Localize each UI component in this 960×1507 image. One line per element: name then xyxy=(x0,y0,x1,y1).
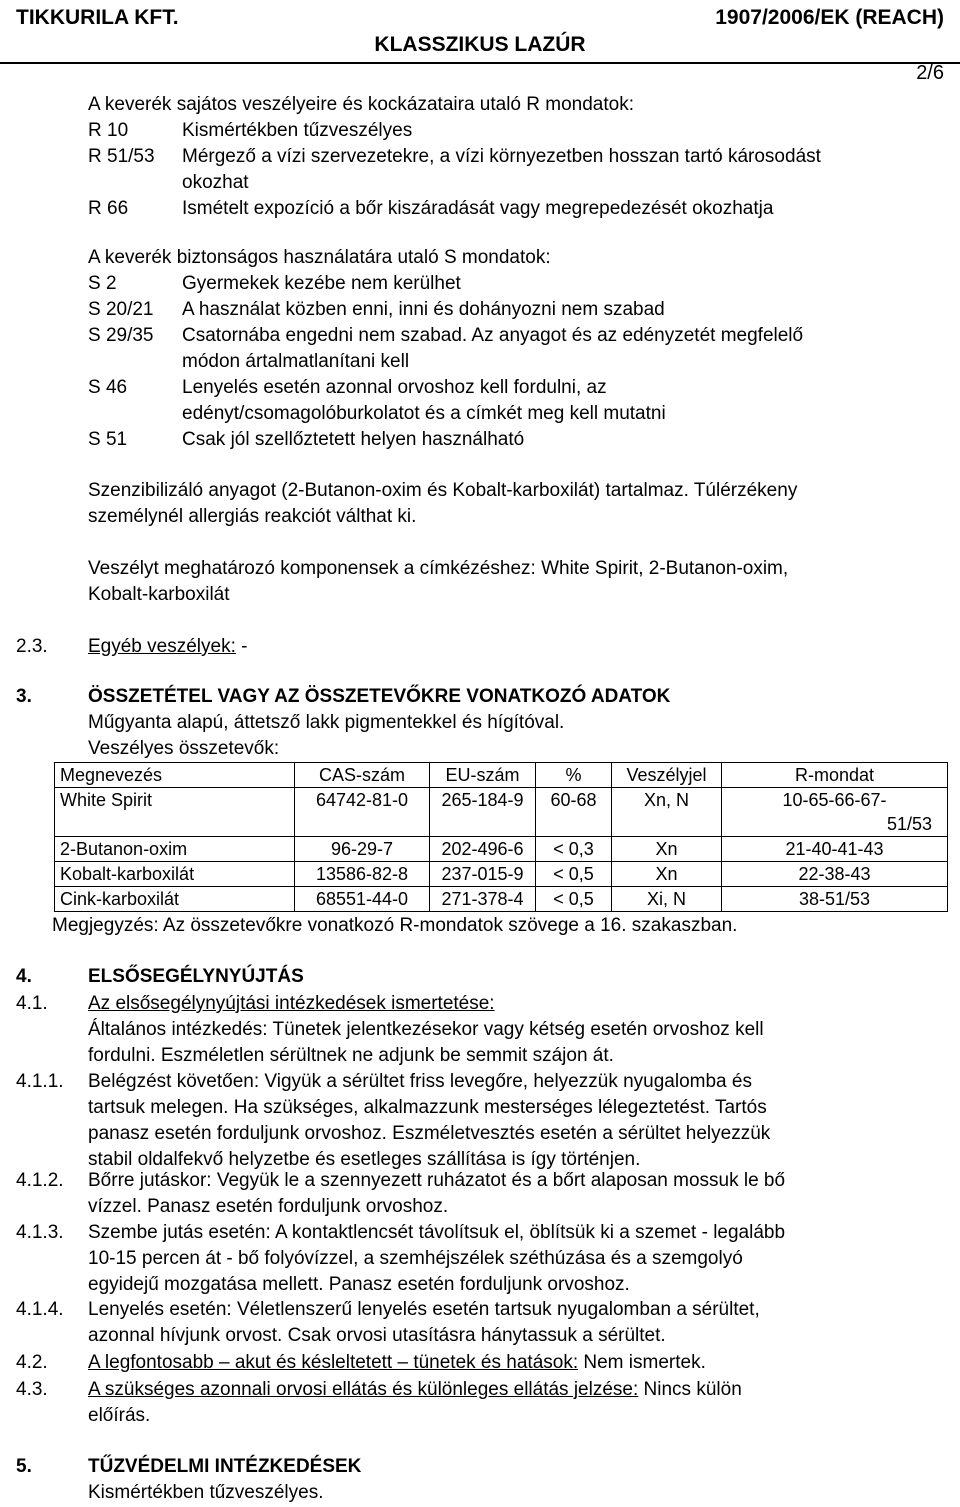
table-cell: 38-51/53 xyxy=(722,887,948,912)
table-cell: Xi, N xyxy=(612,887,722,912)
s-phrase-code: S 51 xyxy=(88,429,128,450)
s-phrase-code: S 20/21 xyxy=(88,299,154,320)
regulation-ref: 1907/2006/EK (REACH) xyxy=(715,6,944,29)
table-cell: Xn, N xyxy=(612,788,722,837)
s-phrase-text: Gyermekek kezébe nem kerülhet xyxy=(182,273,461,294)
first-aid-text: azonnal hívjunk orvost. Csak orvosi utasításra hánytassuk a sérültet. xyxy=(88,1325,666,1346)
first-aid-text: Belégzést követően: Vigyük a sérültet friss levegőre, helyezzük nyugalomba és xyxy=(88,1071,752,1092)
first-aid-text: vízzel. Panasz esetén forduljunk orvoshoz. xyxy=(88,1196,449,1217)
first-aid-text: stabil oldalfekvő helyzetbe és esetleges szállítása is így történjen. xyxy=(88,1149,641,1170)
table-row xyxy=(55,837,948,862)
s-phrase-text: edényt/csomagolóburkolatot és a címkét meg kell mutatni xyxy=(182,403,666,424)
first-aid-text: Szembe jutás esetén: A kontaktlencsét távolítsuk el, öblítsük ki a szemet - legalább xyxy=(88,1222,786,1243)
section-number: 3. xyxy=(16,686,32,707)
s-phrase-text: módon ártalmatlanítani kell xyxy=(182,351,410,372)
hazard-components-text: Veszélyt meghatározó komponensek a címkézéshez: White Spirit, 2-Butanon-oxim, xyxy=(88,558,789,579)
s-phrases-intro: A keverék biztonságos használatára utaló S mondatok: xyxy=(88,247,551,268)
section-4-3-line xyxy=(88,1377,742,1403)
section-4-2-title: A legfontosabb – akut és késleltetett – tünetek és hatások: xyxy=(88,1352,579,1373)
section-number: 4.2. xyxy=(16,1352,48,1373)
table-cell: 2-Butanon-oxim xyxy=(55,837,295,862)
table-cell: Kobalt-karboxilát xyxy=(55,862,295,887)
r-phrase-text: Ismételt expozíció a bőr kiszáradását vagy megrepedezését okozhatja xyxy=(182,198,774,219)
column-header: EU-szám xyxy=(430,763,536,788)
table-cell: 237-015-9 xyxy=(430,862,536,887)
r-mondat-line: 51/53 xyxy=(886,814,932,834)
r-phrase-text: Kismértékben tűzveszélyes xyxy=(182,120,413,141)
table-note: Megjegyzés: Az összetevőkre vonatkozó R-mondatok szövege a 16. szakaszban. xyxy=(52,915,738,936)
table-header-row xyxy=(55,763,948,788)
section-number: 4.1. xyxy=(16,993,48,1014)
first-aid-text: Bőrre jutáskor: Vegyük le a szennyezett ruházatot és a bőrt alaposan mossuk le bő xyxy=(88,1170,786,1191)
section-4-1-title: Az elsősegélynyújtási intézkedések ismertetése: xyxy=(88,993,495,1014)
table-cell: 22-38-43 xyxy=(722,862,948,887)
table-cell: < 0,3 xyxy=(536,837,612,862)
r-phrase-code: R 51/53 xyxy=(88,146,155,167)
table-cell: 60-68 xyxy=(536,788,612,837)
s-phrase-code: S 29/35 xyxy=(88,325,154,346)
table-cell: 21-40-41-43 xyxy=(722,837,948,862)
section-number: 4.3. xyxy=(16,1379,48,1400)
header-divider xyxy=(0,62,960,64)
column-header: R-mondat xyxy=(722,763,948,788)
section-number: 5. xyxy=(16,1456,32,1477)
section-5-title: TŰZVÉDELMI INTÉZKEDÉSEK xyxy=(88,1456,362,1477)
s-phrase-text: A használat közben enni, inni és dohányozni nem szabad xyxy=(182,299,665,320)
column-header: % xyxy=(536,763,612,788)
r-phrase-text: okozhat xyxy=(182,172,249,193)
section-4-3-value-cont: előírás. xyxy=(88,1405,151,1426)
sensitizer-text: személynél allergiás reakciót válthat ki. xyxy=(88,506,417,527)
section-5-text: Kismértékben tűzveszélyes. xyxy=(88,1482,324,1503)
r-phrase-code: R 66 xyxy=(88,198,129,219)
table-cell-multiline xyxy=(722,788,948,837)
subsection-number: 4.1.2. xyxy=(16,1170,64,1191)
table-row xyxy=(55,788,948,837)
table-cell: Xn xyxy=(612,837,722,862)
table-cell: 64742-81-0 xyxy=(295,788,430,837)
section-2-3-value: - xyxy=(235,636,248,657)
section-2-3-title: Egyéb veszélyek: xyxy=(88,636,236,657)
first-aid-text: 10-15 percen át - bő folyóvízzel, a szemhéjszélek széthúzása és a szemgolyó xyxy=(88,1248,743,1269)
table-cell: 271-378-4 xyxy=(430,887,536,912)
page-number: 2/6 xyxy=(916,62,944,84)
column-header: Megnevezés xyxy=(55,763,295,788)
components-table xyxy=(54,762,948,912)
product-name: KLASSZIKUS LAZÚR xyxy=(374,33,586,56)
table-cell: Xn xyxy=(612,862,722,887)
section-number: 2.3. xyxy=(16,636,48,657)
table-cell: Cink-karboxilát xyxy=(55,887,295,912)
hazard-components-text: Kobalt-karboxilát xyxy=(88,584,230,605)
s-phrase-code: S 46 xyxy=(88,377,128,398)
general-measures-text: fordulni. Eszméletlen sérültnek ne adjunk be semmit szájon át. xyxy=(88,1045,614,1066)
section-4-3-value: Nincs külön xyxy=(638,1379,742,1400)
first-aid-text: panasz esetén forduljunk orvoshoz. Eszméletvesztés esetén a sérültet helyezzük xyxy=(88,1123,771,1144)
subsection-number: 4.1.1. xyxy=(16,1071,64,1092)
section-4-3-title: A szükséges azonnali orvosi ellátás és különleges ellátás jelzése: xyxy=(88,1379,639,1400)
section-3-title: ÖSSZETÉTEL VAGY AZ ÖSSZETEVŐKRE VONATKOZÓ ADATOK xyxy=(88,686,671,707)
section-4-2-value: Nem ismertek. xyxy=(578,1352,706,1373)
section-number: 4. xyxy=(16,966,32,987)
r-phrases-intro: A keverék sajátos veszélyeire és kockázataira utaló R mondatok: xyxy=(88,94,634,115)
table-cell: < 0,5 xyxy=(536,887,612,912)
s-phrase-text: Lenyelés esetén azonnal orvoshoz kell fordulni, az xyxy=(182,377,607,398)
table-cell: White Spirit xyxy=(55,788,295,837)
first-aid-text: tartsuk melegen. Ha szükséges, alkalmazzunk mesterséges lélegeztetést. Tartós xyxy=(88,1097,767,1118)
column-header: Veszélyjel xyxy=(612,763,722,788)
s-phrase-text: Csatornába engedni nem szabad. Az anyagot és az edényzetét megfelelő xyxy=(182,325,804,346)
table-cell: 202-496-6 xyxy=(430,837,536,862)
table-row xyxy=(55,887,948,912)
table-cell: 13586-82-8 xyxy=(295,862,430,887)
column-header: CAS-szám xyxy=(295,763,430,788)
section-3-description: Műgyanta alapú, áttetsző lakk pigmentekkel és hígítóval. xyxy=(88,712,565,733)
sensitizer-text: Szenzibilizáló anyagot (2-Butanon-oxim és Kobalt-karboxilát) tartalmaz. Túlérzékeny xyxy=(88,480,798,501)
section-2-3-line xyxy=(88,634,247,660)
section-4-title: ELSŐSEGÉLYNYÚJTÁS xyxy=(88,966,304,987)
general-measures-text: Általános intézkedés: Tünetek jelentkezésekor vagy kétség esetén orvoshoz kell xyxy=(88,1019,764,1040)
first-aid-text: Lenyelés esetén: Véletlenszerű lenyelés esetén tartsuk nyugalomban a sérültet, xyxy=(88,1299,760,1320)
r-phrase-text: Mérgező a vízi szervezetekre, a vízi környezetben hosszan tartó károsodást xyxy=(182,146,821,167)
section-4-2-line xyxy=(88,1350,706,1376)
table-cell: 265-184-9 xyxy=(430,788,536,837)
subsection-number: 4.1.3. xyxy=(16,1222,64,1243)
s-phrase-code: S 2 xyxy=(88,273,117,294)
table-cell: < 0,5 xyxy=(536,862,612,887)
s-phrase-text: Csak jól szellőztetett helyen használható xyxy=(182,429,525,450)
r-phrase-code: R 10 xyxy=(88,120,129,141)
table-cell: 96-29-7 xyxy=(295,837,430,862)
section-3-subtitle: Veszélyes összetevők: xyxy=(88,738,280,759)
first-aid-text: egyidejű mozgatása mellett. Panasz esetén forduljunk orvoshoz. xyxy=(88,1274,630,1295)
r-mondat-line: 10-65-66-67- xyxy=(782,790,887,810)
table-cell: 68551-44-0 xyxy=(295,887,430,912)
table-row xyxy=(55,862,948,887)
subsection-number: 4.1.4. xyxy=(16,1299,64,1320)
company-name: TIKKURILA KFT. xyxy=(16,6,179,29)
